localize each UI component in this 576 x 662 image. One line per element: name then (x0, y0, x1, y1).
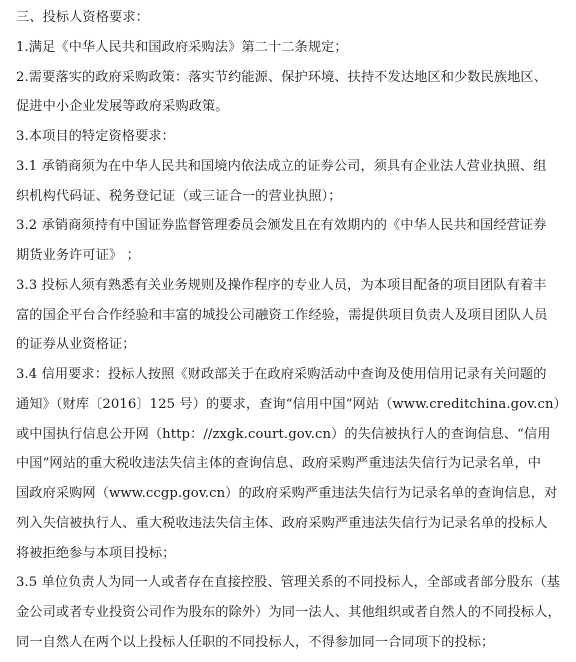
requirement-3-4-line-5: 国政府采购网（www.ccgp.gov.cn）的政府采购严重违法失信行为记录名单的查询信息，对 (16, 486, 558, 501)
requirement-3-1-line-2: 织机构代码证、税务登记证（或三证合一的营业执照）； (16, 188, 342, 204)
requirement-item-1: 1.满足《中华人民共和国政府采购法》第二十二条规定； (16, 39, 348, 55)
requirement-3-3-line-1: 3.3 投标人须有熟悉有关业务规则及操作程序的专业人员，为本项目配备的项目团队有着丰 (16, 277, 547, 293)
requirement-item-3-heading: 3.本项目的特定资格要求： (16, 129, 175, 144)
document-body (16, 3, 568, 658)
requirement-3-4-line-2: 通知》（财库〔2016〕125 号）的要求，查询“信用中国”网站（www.creditchina.gov.cn） (16, 396, 567, 412)
requirement-3-5-line-2: 金公司或者专业投资公司作为股东的除外）为同一法人、其他组织或者自然人的不同投标人， (16, 605, 561, 620)
requirement-item-2-line-1: 2.需要落实的政府采购政策：落实节约能源、保护环境、扶持不发达地区和少数民族地区、 (16, 69, 547, 85)
requirement-3-3-line-3: 的证券从业资格证； (16, 337, 136, 353)
requirement-3-1-line-1: 3.1 承销商须为在中华人民共和国境内依法成立的证券公司，须具有企业法人营业执照、组 (16, 158, 547, 174)
requirement-3-5-line-3: 同一自然人在两个以上投标人任职的不同投标人，不得参加同一合同项下的投标； (16, 634, 495, 650)
requirement-3-4-line-3: 或中国执行信息公开网（http：//zxgk.court.gov.cn）的失信被执行人的查询信息、“信用 (16, 426, 551, 442)
requirement-3-4-line-6: 列入失信被执行人、重大税收违法失信主体、政府采购严重违法失信行为记录名单的投标人 (16, 515, 548, 531)
requirement-3-4-line-7: 将被拒绝参与本项目投标； (16, 545, 176, 561)
section-heading: 三、投标人资格要求： (16, 10, 149, 25)
requirement-3-2-line-1: 3.2 承销商须持有中国证券监督管理委员会颁发且在有效期内的《中华人民共和国经营证券 (16, 218, 547, 234)
requirement-3-4-line-4: 中国”网站的重大税收违法失信主体的查询信息、政府采购严重违法失信行为记录名单，中 (16, 456, 542, 472)
requirement-3-4-line-1: 3.4 信用要求：投标人按照《财政部关于在政府采购活动中查询及使用信用记录有关问题的 (16, 367, 547, 382)
requirement-3-2-line-2: 期货业务许可证》 ； (16, 248, 140, 263)
requirement-3-5-line-1: 3.5 单位负责人为同一人或者存在直接控股、管理关系的不同投标人，全部或者部分股东（基 (16, 575, 560, 591)
requirement-item-2-line-2: 促进中小企业发展等政府采购政策。 (16, 99, 229, 115)
requirement-3-3-line-2: 富的国企平台合作经验和丰富的城投公司融资工作经验，需提供项目负责人及项目团队人员 (16, 307, 548, 323)
